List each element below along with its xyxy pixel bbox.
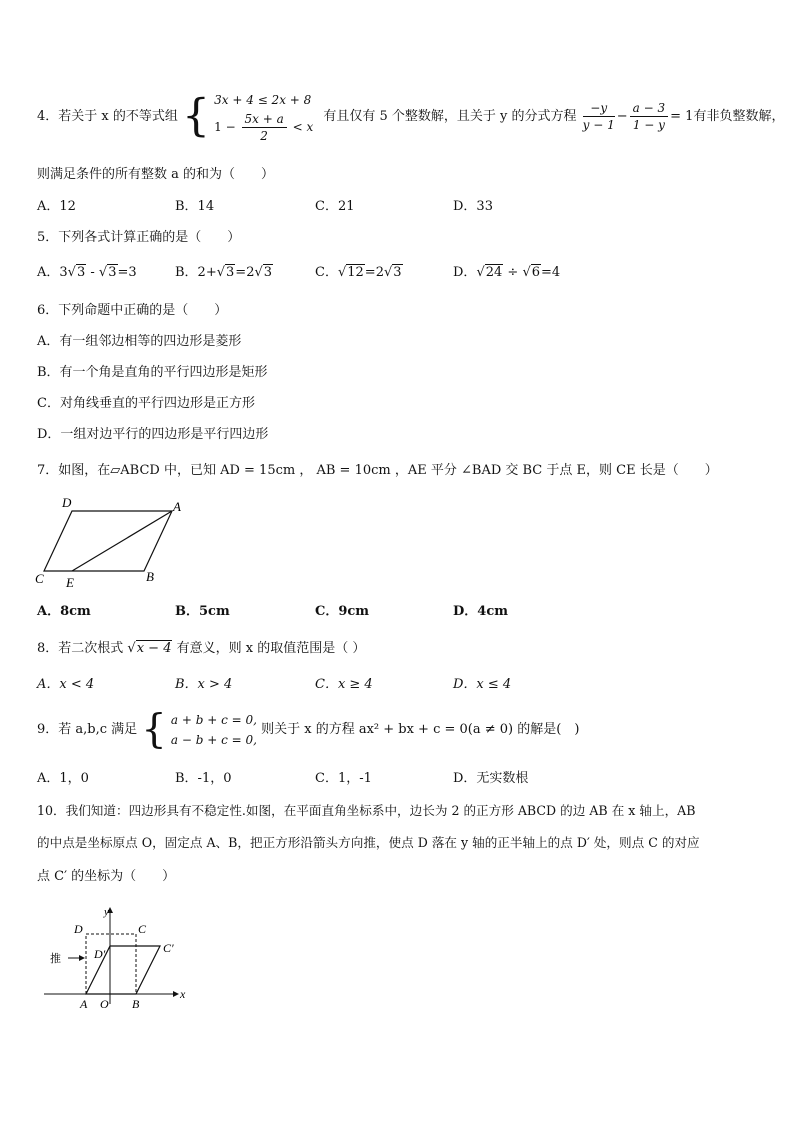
q4-option-a: A．12 bbox=[37, 199, 76, 214]
q7-parallelogram-figure bbox=[32, 493, 192, 593]
q4-brace: { bbox=[182, 90, 211, 142]
q6-option-c: C．对角线垂直的平行四边形是正方形 bbox=[37, 396, 255, 411]
q4-frac1 bbox=[583, 100, 615, 133]
q10-label-a: A bbox=[80, 997, 88, 1011]
q4-line1 bbox=[37, 82, 784, 152]
q4-sys2-pre: 1 − bbox=[214, 120, 236, 134]
q7-stem: 7．如图，在▱ABCD 中，已知 AD = 15cm ， AB = 10cm ，AE 平分 ∠BAD 交 BC 于点 E，则 CE 长是（ ） bbox=[37, 463, 718, 478]
q5-d-rad2: 6 bbox=[531, 265, 541, 280]
q10-label-b: B bbox=[132, 997, 140, 1011]
q4-frac2-den: 1 − y bbox=[632, 118, 665, 132]
q9-option-b: B．-1，0 bbox=[175, 771, 232, 786]
q5-option-d: D．√24 ÷ √6=4 bbox=[453, 265, 561, 280]
q4-sys2-num: 5x + a bbox=[242, 111, 287, 128]
q5-stem: 5．下列各式计算正确的是（ ） bbox=[37, 230, 241, 245]
q5-a-post: =3 bbox=[117, 265, 137, 280]
q7-segment-ae bbox=[72, 511, 172, 571]
q7-label-b: B bbox=[146, 569, 154, 584]
q5-c-rad1: 12 bbox=[347, 265, 364, 280]
q5-option-b: B．2+√3=2√3 bbox=[175, 265, 273, 280]
q10-line3: 点 C′ 的坐标为（ ） bbox=[37, 869, 176, 884]
q4-option-c: C．21 bbox=[315, 199, 355, 214]
q5-d-mid: ÷ bbox=[503, 265, 523, 280]
q5-c-pre: C． bbox=[315, 265, 338, 280]
q9-post: 则关于 x 的方程 ax² + bx + c = 0(a ≠ 0) 的解是( ) bbox=[261, 722, 580, 737]
q5-b-mid: =2 bbox=[235, 265, 255, 280]
q6-option-d: D．一组对边平行的四边形是平行四边形 bbox=[37, 427, 269, 442]
q8-option-a: A．x < 4 bbox=[37, 677, 95, 692]
q9-option-a: A．1，0 bbox=[37, 771, 89, 786]
q4-sys2-frac bbox=[242, 111, 287, 144]
q4-frac1-den: y − 1 bbox=[582, 118, 615, 132]
q10-label-x: x bbox=[180, 987, 186, 1001]
q4-frac1-num: −y bbox=[583, 100, 615, 117]
q6-stem: 6．下列命题中正确的是（ ） bbox=[37, 303, 228, 318]
q7-option-c: C．9cm bbox=[315, 604, 370, 619]
q7-label-d: D bbox=[62, 495, 72, 510]
q7-label-e: E bbox=[66, 575, 74, 590]
q5-d-pre: D． bbox=[453, 265, 477, 280]
q9-system bbox=[171, 710, 257, 750]
q4-option-b: B．14 bbox=[175, 199, 215, 214]
q7-option-b: B．5cm bbox=[175, 604, 230, 619]
q5-option-a: A．3√3 - √3=3 bbox=[37, 265, 137, 280]
q4-sys2-den: 2 bbox=[260, 129, 268, 143]
q5-option-c: C．√12=2√3 bbox=[315, 265, 402, 280]
q9-option-c: C．1，-1 bbox=[315, 771, 372, 786]
q4-frac2 bbox=[630, 100, 668, 133]
q4-system bbox=[214, 89, 313, 144]
q9-sys2: a − b + c = 0, bbox=[170, 732, 257, 747]
q10-original-square bbox=[86, 934, 136, 994]
q4-post: 有非负整数解， bbox=[693, 109, 785, 124]
q5-b-rad2: 3 bbox=[263, 265, 273, 280]
q10-label-c-prime: C′ bbox=[163, 941, 174, 955]
q4-frac2-num: a − 3 bbox=[630, 100, 668, 117]
q9-stem bbox=[37, 706, 579, 754]
q9-option-d: D．无实数根 bbox=[453, 771, 529, 786]
q7-label-a: A bbox=[173, 499, 181, 514]
q8-post: 有意义，则 x 的取值范围是（ ） bbox=[176, 641, 366, 656]
q8-option-d: D．x ≤ 4 bbox=[453, 677, 512, 692]
q7-label-c: C bbox=[35, 571, 44, 586]
q10-label-push: 推 bbox=[50, 953, 61, 965]
q6-option-b: B．有一个角是直角的平行四边形是矩形 bbox=[37, 365, 268, 380]
q4-eq: = 1 bbox=[670, 109, 694, 124]
q10-line1: 10．我们知道：四边形具有不稳定性.如图，在平面直角坐标系中，边长为 2 的正方形 ABCD 的边 AB 在 x 轴上，AB bbox=[37, 803, 696, 818]
q10-label-o: O bbox=[100, 997, 109, 1011]
q5-b-rad1: 3 bbox=[226, 265, 235, 280]
q5-a-pre: A．3 bbox=[37, 265, 68, 280]
q5-c-mid: =2 bbox=[364, 265, 384, 280]
q5-c-rad2: 3 bbox=[393, 265, 402, 280]
q5-d-rad1: 24 bbox=[485, 265, 503, 280]
q8-option-b: B．x > 4 bbox=[175, 677, 233, 692]
q4-pre: 4．若关于 x 的不等式组 bbox=[37, 109, 178, 124]
q8-pre: 8．若二次根式 bbox=[37, 641, 124, 656]
q8-option-c: C．x ≥ 4 bbox=[315, 677, 373, 692]
q5-b-pre: B．2+ bbox=[175, 265, 217, 280]
q5-a-rad1: 3 bbox=[76, 265, 86, 280]
q5-a-mid: - bbox=[86, 265, 99, 280]
q8-stem: 8．若二次根式 √x − 4 有意义，则 x 的取值范围是（ ） bbox=[37, 641, 366, 656]
q4-line2: 则满足条件的所有整数 a 的和为（ ） bbox=[37, 167, 275, 182]
q5-d-post: =4 bbox=[541, 265, 561, 280]
q4-sys1: 3x + 4 ≤ 2x + 8 bbox=[214, 93, 312, 107]
q6-option-a: A．有一组邻边相等的四边形是菱形 bbox=[37, 334, 242, 349]
q10-line2: 的中点是坐标原点 O，固定点 A、B，把正方形沿箭头方向推，使点 D 落在 y 轴的正半轴上的点 D′ 处，则点 C 的对应 bbox=[37, 835, 700, 850]
q9-pre: 9．若 a,b,c 满足 bbox=[37, 722, 138, 737]
q8-radicand: x − 4 bbox=[136, 641, 172, 656]
q10-label-c: C bbox=[138, 922, 147, 936]
q9-sys1: a + b + c = 0, bbox=[170, 712, 257, 727]
q7-option-d: D．4cm bbox=[453, 604, 508, 619]
q4-option-d: D．33 bbox=[453, 199, 493, 214]
q7-parallelogram bbox=[44, 511, 172, 571]
q4-minus: − bbox=[616, 109, 628, 124]
q5-a-rad2: 3 bbox=[108, 265, 117, 280]
q9-brace: { bbox=[141, 706, 167, 753]
q10-label-y: y bbox=[104, 906, 109, 918]
q4-mid: 有且仅有 5 个整数解，且关于 y 的分式方程 bbox=[323, 109, 577, 124]
q10-label-d: D bbox=[74, 922, 83, 936]
q4-sys2-post: < x bbox=[292, 120, 314, 134]
q4-sys2 bbox=[214, 111, 313, 144]
q7-option-a: A．8cm bbox=[37, 604, 91, 619]
q10-coordinate-figure bbox=[40, 900, 210, 1015]
q10-label-d-prime: D′ bbox=[94, 947, 106, 961]
